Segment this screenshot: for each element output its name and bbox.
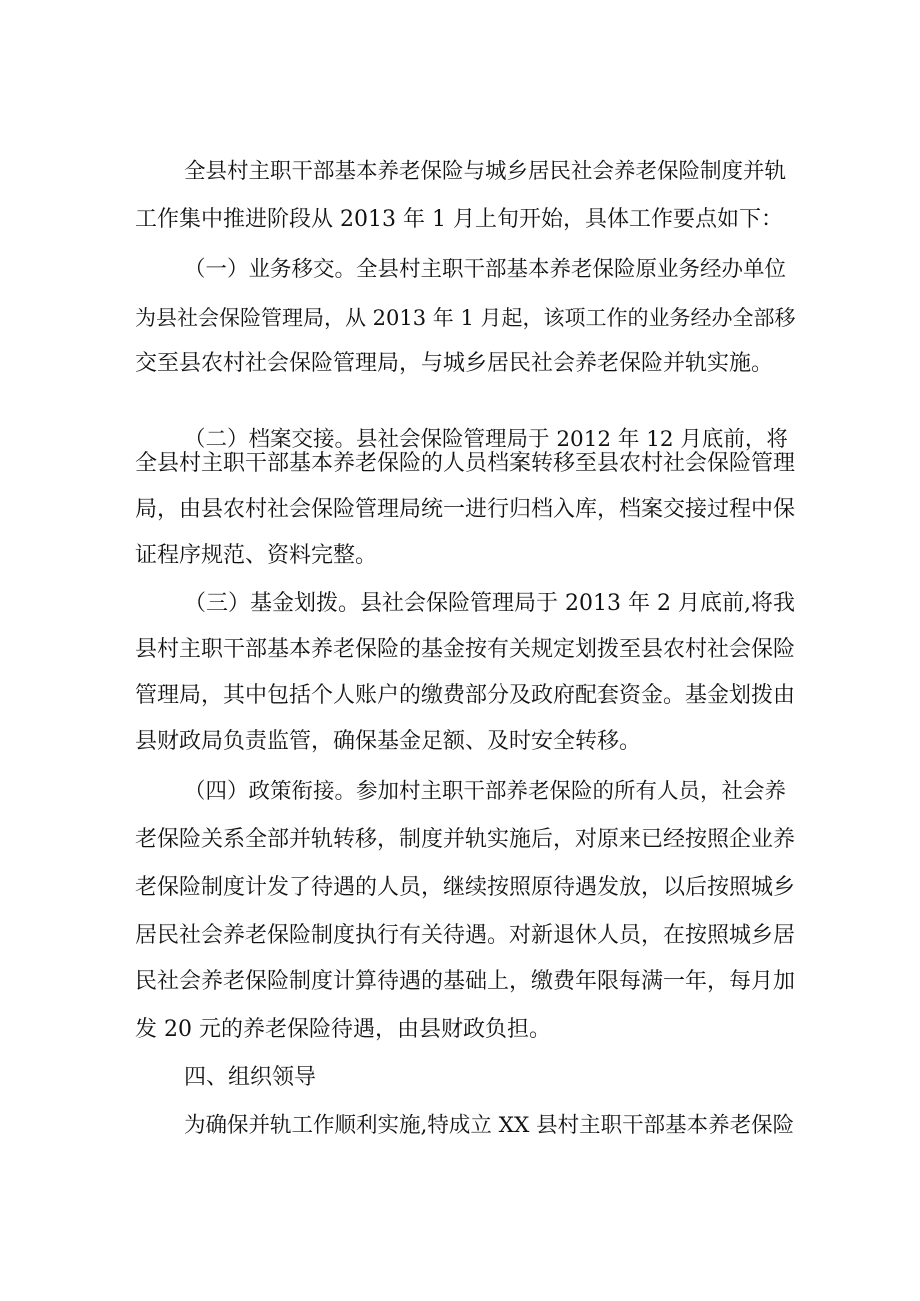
item-2-line-1: （二）档案交接。县社会保险管理局于 2012 年 12 月底前，将 xyxy=(184,427,788,452)
item-2-line-3: 局，由县农村社会保险管理局统一进行归档入库，档案交接过程中保 xyxy=(135,497,796,522)
item-4-line-6: 发 20 元的养老保险待遇，由县财政负担。 xyxy=(135,1017,551,1042)
item-3-line-3: 管理局，其中包括个人账户的缴费部分及政府配套资金。基金划拨由 xyxy=(135,683,796,708)
item-4-line-5: 民社会养老保险制度计算待遇的基础上，缴费年限每满一年，每月加 xyxy=(135,969,796,994)
intro-line-1: 全县村主职干部基本养老保险与城乡居民社会养老保险制度并轨 xyxy=(184,159,787,184)
item-2-line-4: 证程序规范、资料完整。 xyxy=(135,543,378,568)
intro-line-2: 工作集中推进阶段从 2013 年 1 月上旬开始，具体工作要点如下： xyxy=(135,207,783,232)
item-1-line-2: 为县社会保险管理局，从 2013 年 1 月起，该项工作的业务经办全部移 xyxy=(135,306,796,330)
item-4-line-2: 老保险关系全部并轨转移，制度并轨实施后，对原来已经按照企业养 xyxy=(135,827,796,852)
item-4-line-1: （四）政策衔接。参加村主职干部养老保险的所有人员，社会养 xyxy=(184,779,787,804)
item-4-line-3: 老保险制度计发了待遇的人员，继续按照原待遇发放，以后按照城乡 xyxy=(135,875,796,900)
item-1-line-3: 交至县农村社会保险管理局，与城乡居民社会养老保险并轨实施。 xyxy=(135,351,774,376)
item-3-line-1: （三）基金划拨。县社会保险管理局于 2013 年 2 月底前,将我 xyxy=(184,591,795,616)
item-3-line-2: 县村主职干部基本养老保险的基金按有关规定划拨至县农村社会保险 xyxy=(135,637,796,662)
item-2-line-2: 全县村主职干部基本养老保险的人员档案转移至县农村社会保险管理 xyxy=(135,451,796,476)
section-4-heading: 四、组织领导 xyxy=(184,1065,317,1090)
item-4-line-4: 居民社会养老保险制度执行有关待遇。对新退休人员，在按照城乡居 xyxy=(135,923,796,948)
section-4-body-line-1: 为确保并轨工作顺利实施,特成立 XX 县村主职干部基本养老保险 xyxy=(184,1113,795,1138)
item-3-line-4: 县财政局负责监管，确保基金足额、及时安全转移。 xyxy=(135,729,642,754)
item-1-line-1: （一）业务移交。全县村主职干部基本养老保险原业务经办单位 xyxy=(184,257,787,282)
